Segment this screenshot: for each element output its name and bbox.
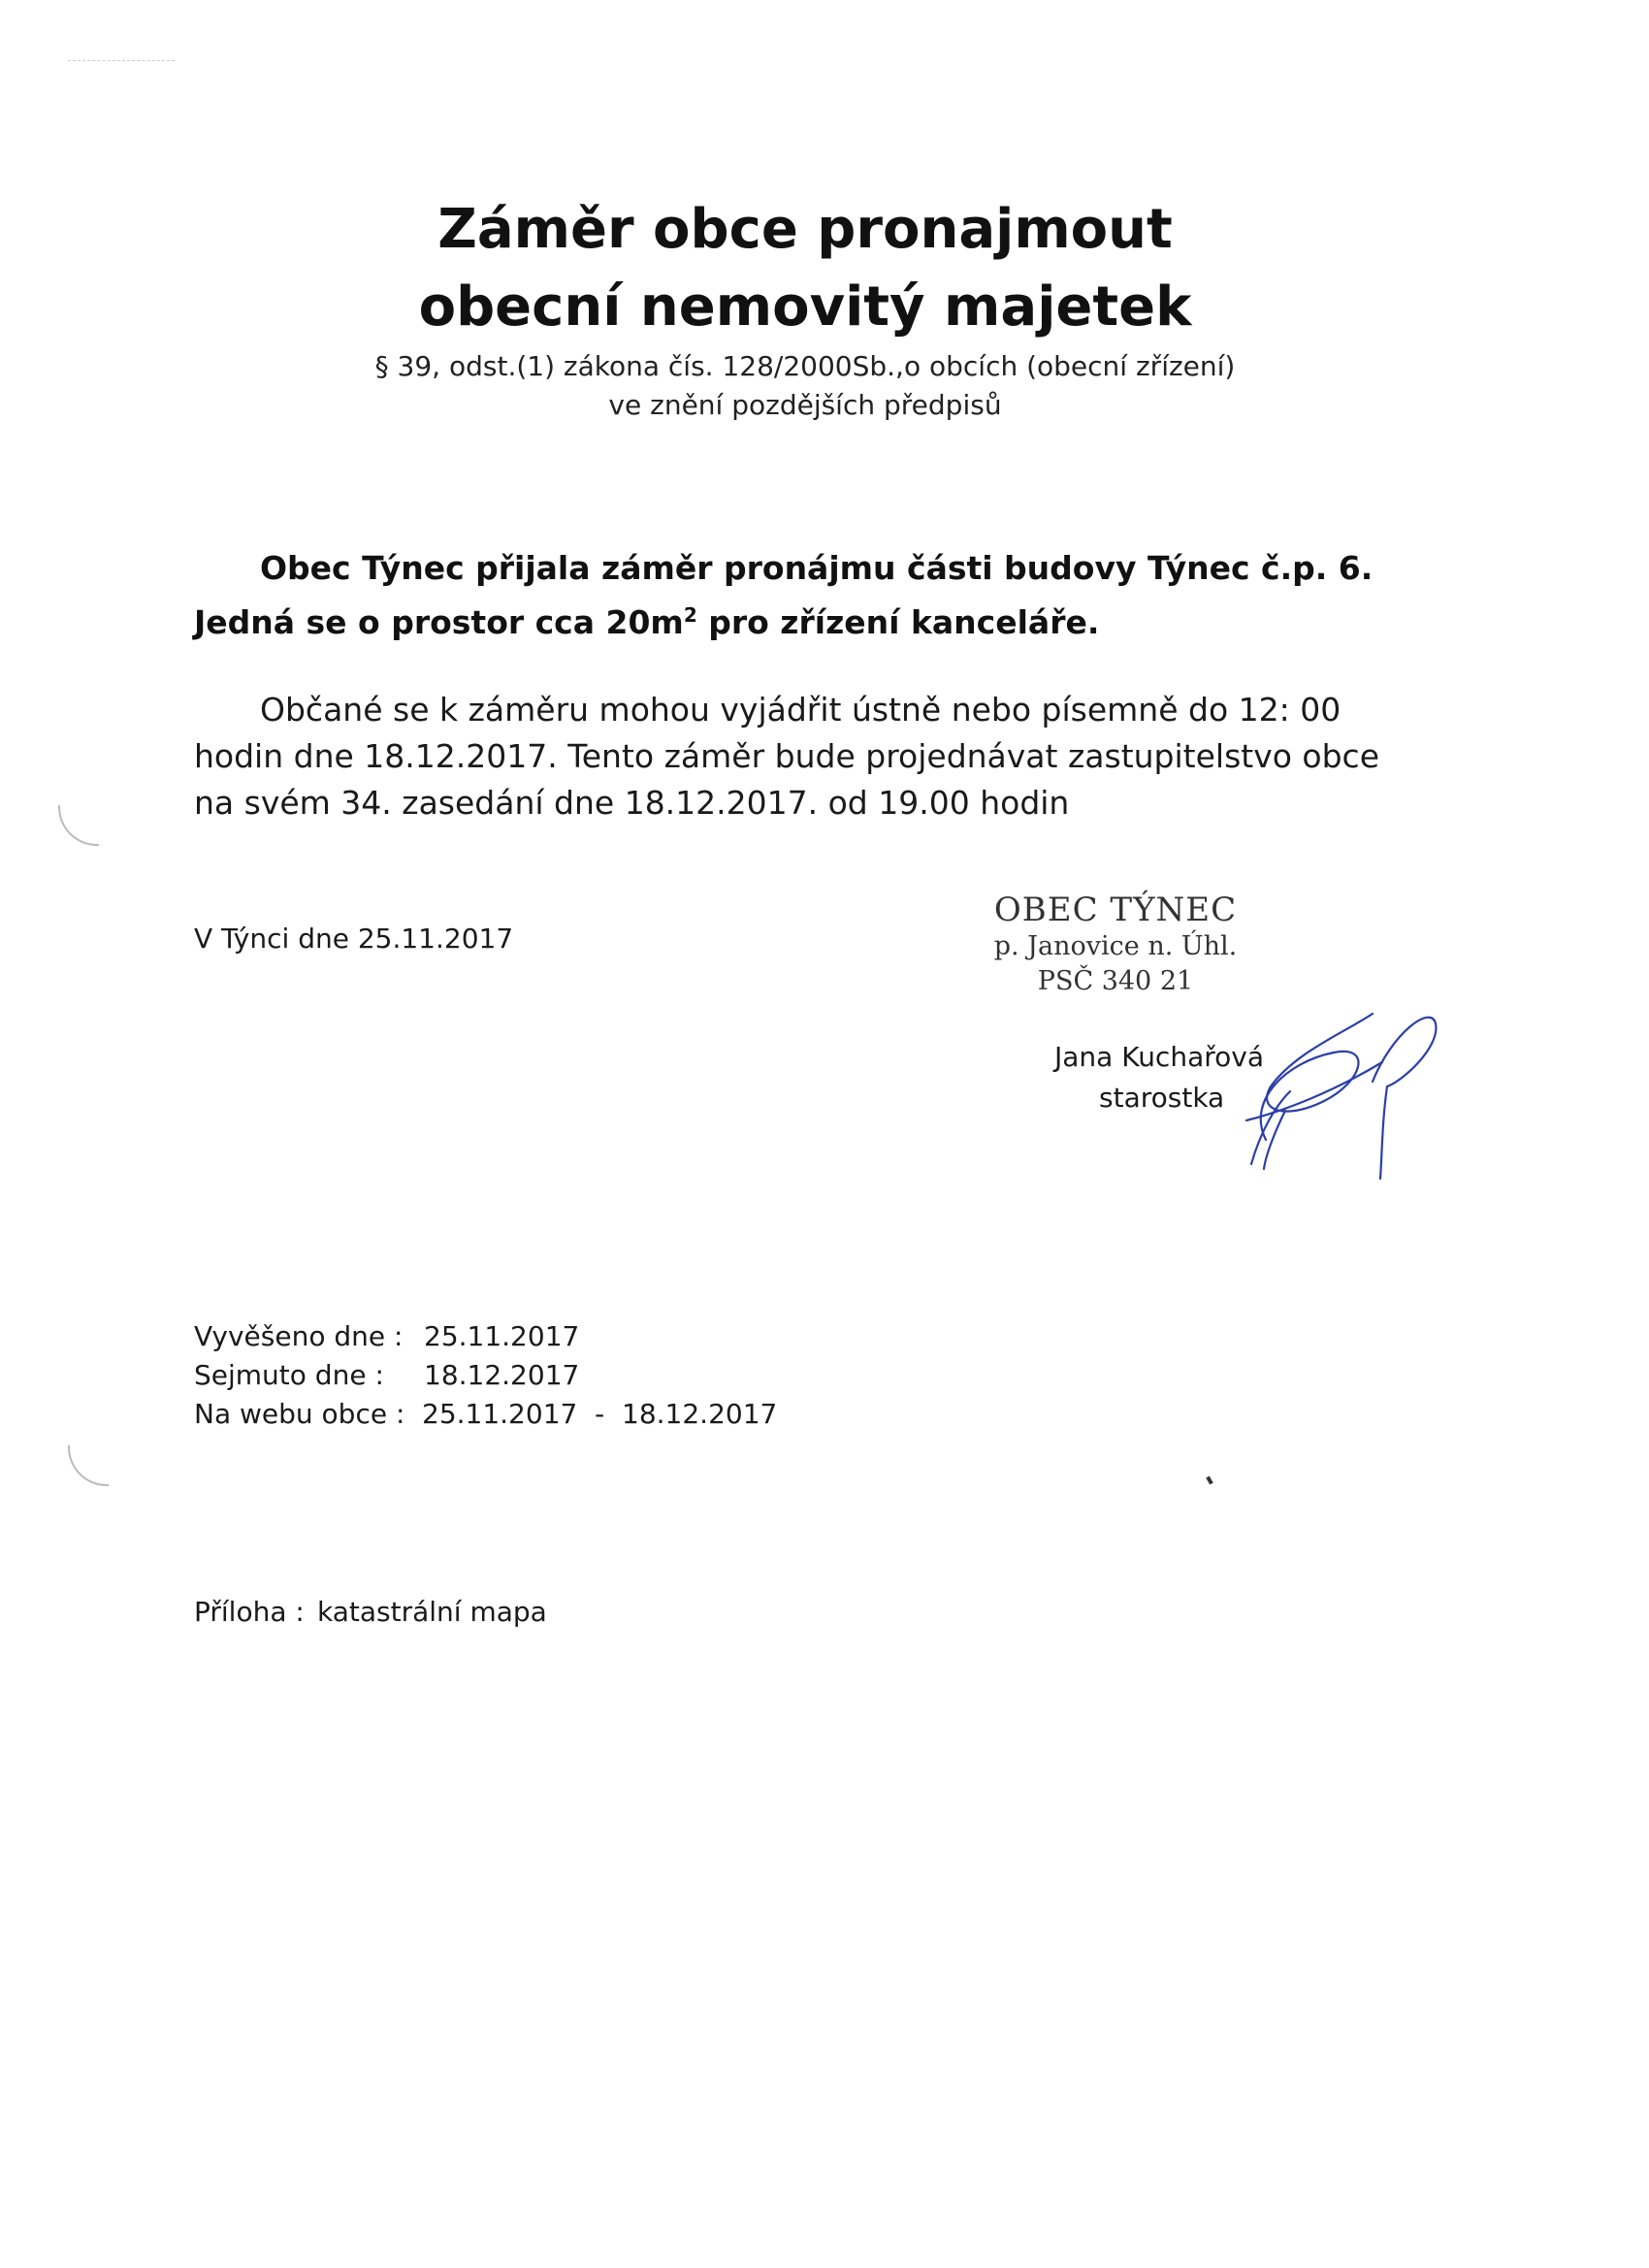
scan-mark-top	[68, 60, 175, 67]
announcement-text-end: pro zřízení kanceláře.	[696, 603, 1100, 641]
signatory-role: starostka	[1099, 1082, 1225, 1114]
document-title-line1: Záměr obce pronajmout	[437, 198, 1173, 261]
official-stamp	[970, 891, 1261, 999]
superscript-two: 2	[683, 603, 697, 627]
law-reference-line1: § 39, odst.(1) zákona čís. 128/2000Sb.,o obcích (obecní zřízení)	[374, 350, 1236, 382]
attachment-value: katastrální mapa	[317, 1596, 547, 1628]
announcement-text: Obec Týnec přijala záměr pronájmu části budovy Týnec č.p. 6. Jedná se o prostor cca 20m	[194, 549, 1374, 641]
citizens-paragraph	[194, 687, 1416, 826]
punch-hole-mark-upper	[58, 805, 99, 846]
stamp-line3: PSČ 340 21	[1037, 966, 1194, 996]
scan-mark-dot	[1206, 1476, 1212, 1485]
punch-hole-mark-lower	[68, 1445, 109, 1486]
place-date: V Týnci dne 25.11.2017	[194, 923, 514, 955]
removed-label: Sejmuto dne :	[194, 1359, 384, 1391]
attachment-label: Příloha :	[194, 1596, 305, 1628]
removed-value: 18.12.2017	[424, 1359, 580, 1391]
web-value: 25.11.2017 - 18.12.2017	[422, 1398, 778, 1430]
signatory-name: Jana Kuchařová	[1054, 1041, 1264, 1073]
posted-label: Vyvěšeno dne :	[194, 1320, 404, 1352]
citizens-text: Občané se k záměru mohou vyjádřit ústně nebo písemně do 12: 00 hodin dne 18.12.2017. Tento záměr bude projednávat zastupitelstvo obce na svém 34. zasedání dne 18.12.2017. od 19.00 hodin	[194, 691, 1379, 822]
stamp-line2: p. Janovice n. Úhl.	[993, 931, 1238, 961]
announcement-paragraph	[194, 545, 1416, 646]
law-reference-line2: ve znění pozdějších předpisů	[608, 389, 1002, 421]
stamp-line1: OBEC TÝNEC	[993, 891, 1238, 929]
handwritten-signature	[1227, 994, 1450, 1188]
posted-value: 25.11.2017	[424, 1320, 580, 1352]
document-title-line2: obecní nemovitý majetek	[418, 275, 1192, 339]
web-label: Na webu obce :	[194, 1398, 405, 1430]
